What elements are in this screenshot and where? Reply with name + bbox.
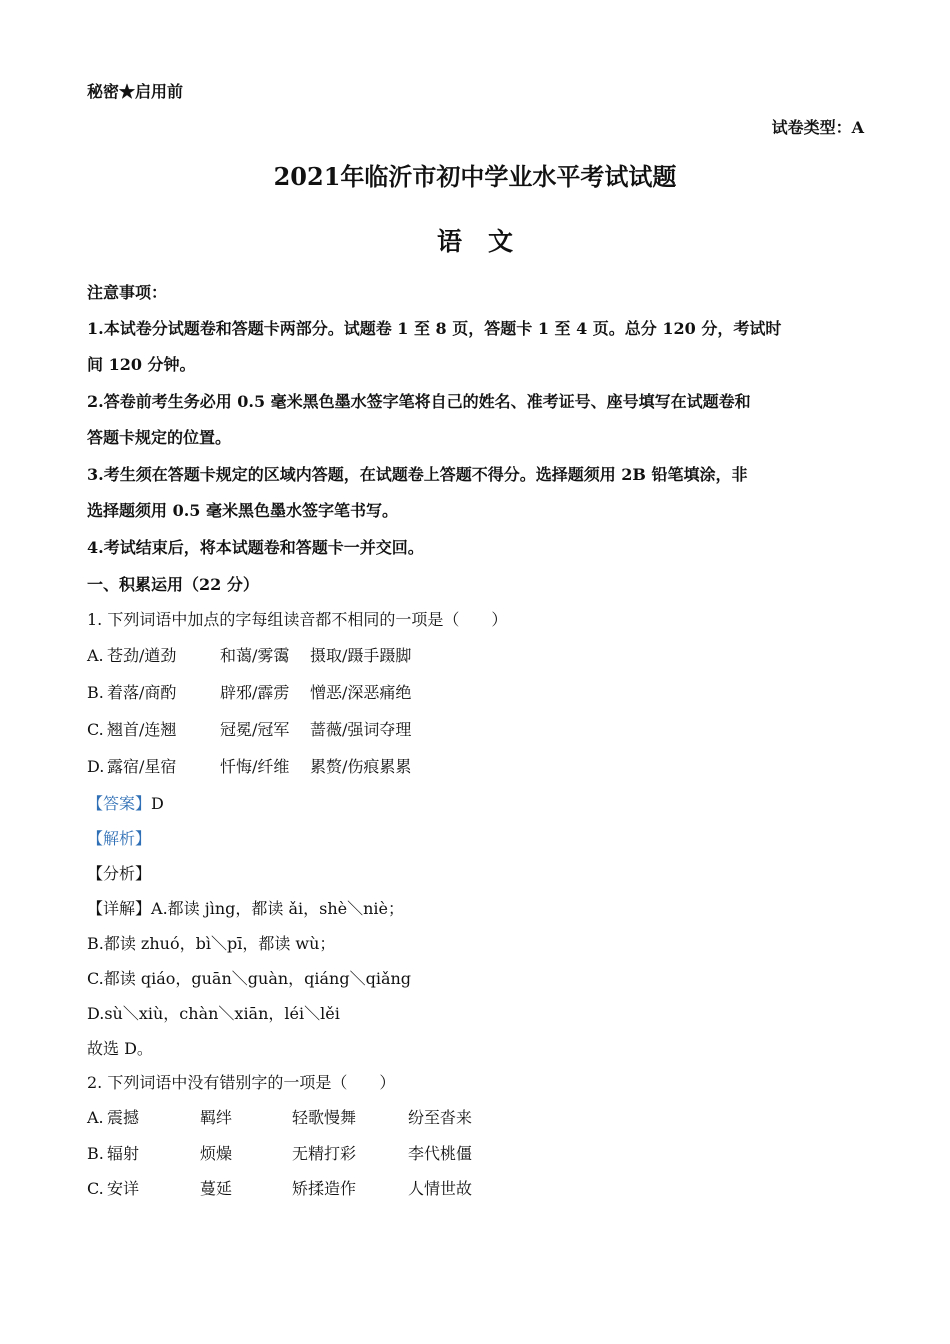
option-item: 露宿/星宿 <box>107 757 177 776</box>
q1-option-c <box>87 720 435 740</box>
option-item: 人情世故 <box>408 1179 473 1198</box>
notes-line-2: 间 120 分钟。 <box>87 355 196 374</box>
notes-line-5: 3.考生须在答题卡规定的区域内答题，在试题卷上答题不得分。选择题须用 2B 铅笔填涂，非 <box>87 465 748 484</box>
section-heading: 一、积累运用（22 分） <box>87 575 259 594</box>
option-label: B. <box>87 683 104 702</box>
q1-option-d <box>87 757 435 777</box>
option-item: 着落/商酌 <box>107 683 177 702</box>
option-item: 苍劲/遒劲 <box>107 646 177 665</box>
option-item: 忏悔/纤维 <box>220 757 290 776</box>
answer-value: D <box>151 794 164 813</box>
q2-option-c <box>87 1179 472 1199</box>
q2-option-b <box>87 1144 472 1164</box>
detail-tag: 【详解】 <box>87 899 152 918</box>
option-item: 翘首/连翘 <box>107 720 177 739</box>
option-label: B. <box>87 1144 104 1163</box>
notes-line-6: 选择题须用 0.5 毫米黑色墨水签字笔书写。 <box>87 501 398 520</box>
notes-line-1: 1.本试卷分试题卷和答题卡两部分。试题卷 1 至 8 页，答题卡 1 至 4 页。总分 120 分，考试时 <box>87 319 782 338</box>
option-label: C. <box>87 1179 104 1198</box>
option-label: A. <box>87 646 104 665</box>
option-item: 累赘/伤痕累累 <box>310 757 412 776</box>
q1-option-a <box>87 646 435 666</box>
option-item: 矫揉造作 <box>292 1179 357 1198</box>
q1-stem: 1. 下列词语中加点的字每组读音都不相同的一项是（ ） <box>87 610 508 629</box>
q2-option-a <box>87 1108 472 1128</box>
option-item: 摄取/蹑手蹑脚 <box>310 646 412 665</box>
notes-line-4: 答题卡规定的位置。 <box>87 428 232 447</box>
option-label: A. <box>87 1108 104 1127</box>
option-item: 纷至沓来 <box>408 1108 473 1127</box>
detail-line-2: B.都读 zhuó，bì＼pī，都读 wù； <box>87 934 336 953</box>
detail-line-1 <box>87 899 404 919</box>
subject-title: 语文 <box>436 227 539 256</box>
q1-option-b <box>87 683 435 703</box>
option-item: 蔓延 <box>200 1179 233 1198</box>
secret-label: 秘密★启用前 <box>87 82 184 101</box>
option-item: 蔷薇/强词夺理 <box>310 720 412 739</box>
option-item: 李代桃僵 <box>408 1144 473 1163</box>
option-item: 憎恶/深恶痛绝 <box>310 683 412 702</box>
paper-type: 试卷类型：A <box>771 118 864 137</box>
notes-line-3: 2.答卷前考生务必用 0.5 毫米黑色墨水签字笔将自己的姓名、准考证号、座号填写在试题卷和 <box>87 392 751 411</box>
answer-tag: 【答案】 <box>87 794 152 813</box>
detail-line-5: 故选 D。 <box>87 1039 153 1058</box>
notes-heading: 注意事项： <box>87 283 168 302</box>
option-item: 冠冕/冠军 <box>220 720 290 739</box>
detail-line-4: D.sù＼xiù，chàn＼xiān，léi＼lěi <box>87 1004 340 1023</box>
option-item: 和蔼/雾霭 <box>220 646 290 665</box>
option-item: 震撼 <box>107 1108 140 1127</box>
option-item: 辟邪/霹雳 <box>220 683 290 702</box>
q1-answer <box>87 794 164 814</box>
option-item: 安详 <box>107 1179 140 1198</box>
exam-title: 2021年临沂市初中学业水平考试试题 <box>273 162 677 191</box>
option-label: C. <box>87 720 104 739</box>
fenxi-tag: 【分析】 <box>87 864 152 883</box>
option-item: 烦燥 <box>200 1144 233 1163</box>
analysis-tag: 【解析】 <box>87 829 152 848</box>
option-label: D. <box>87 757 105 776</box>
detail-line-3: C.都读 qiáo，guān＼guàn，qiáng＼qiǎng <box>87 969 412 988</box>
q2-stem: 2. 下列词语中没有错别字的一项是（ ） <box>87 1073 396 1092</box>
option-item: 无精打彩 <box>292 1144 357 1163</box>
notes-line-7: 4.考试结束后，将本试题卷和答题卡一并交回。 <box>87 538 424 557</box>
option-item: 羁绊 <box>200 1108 233 1127</box>
option-item: 辐射 <box>107 1144 140 1163</box>
option-item: 轻歌慢舞 <box>292 1108 357 1127</box>
detail-text: A.都读 jìng，都读 ǎi，shè＼niè； <box>151 899 404 918</box>
